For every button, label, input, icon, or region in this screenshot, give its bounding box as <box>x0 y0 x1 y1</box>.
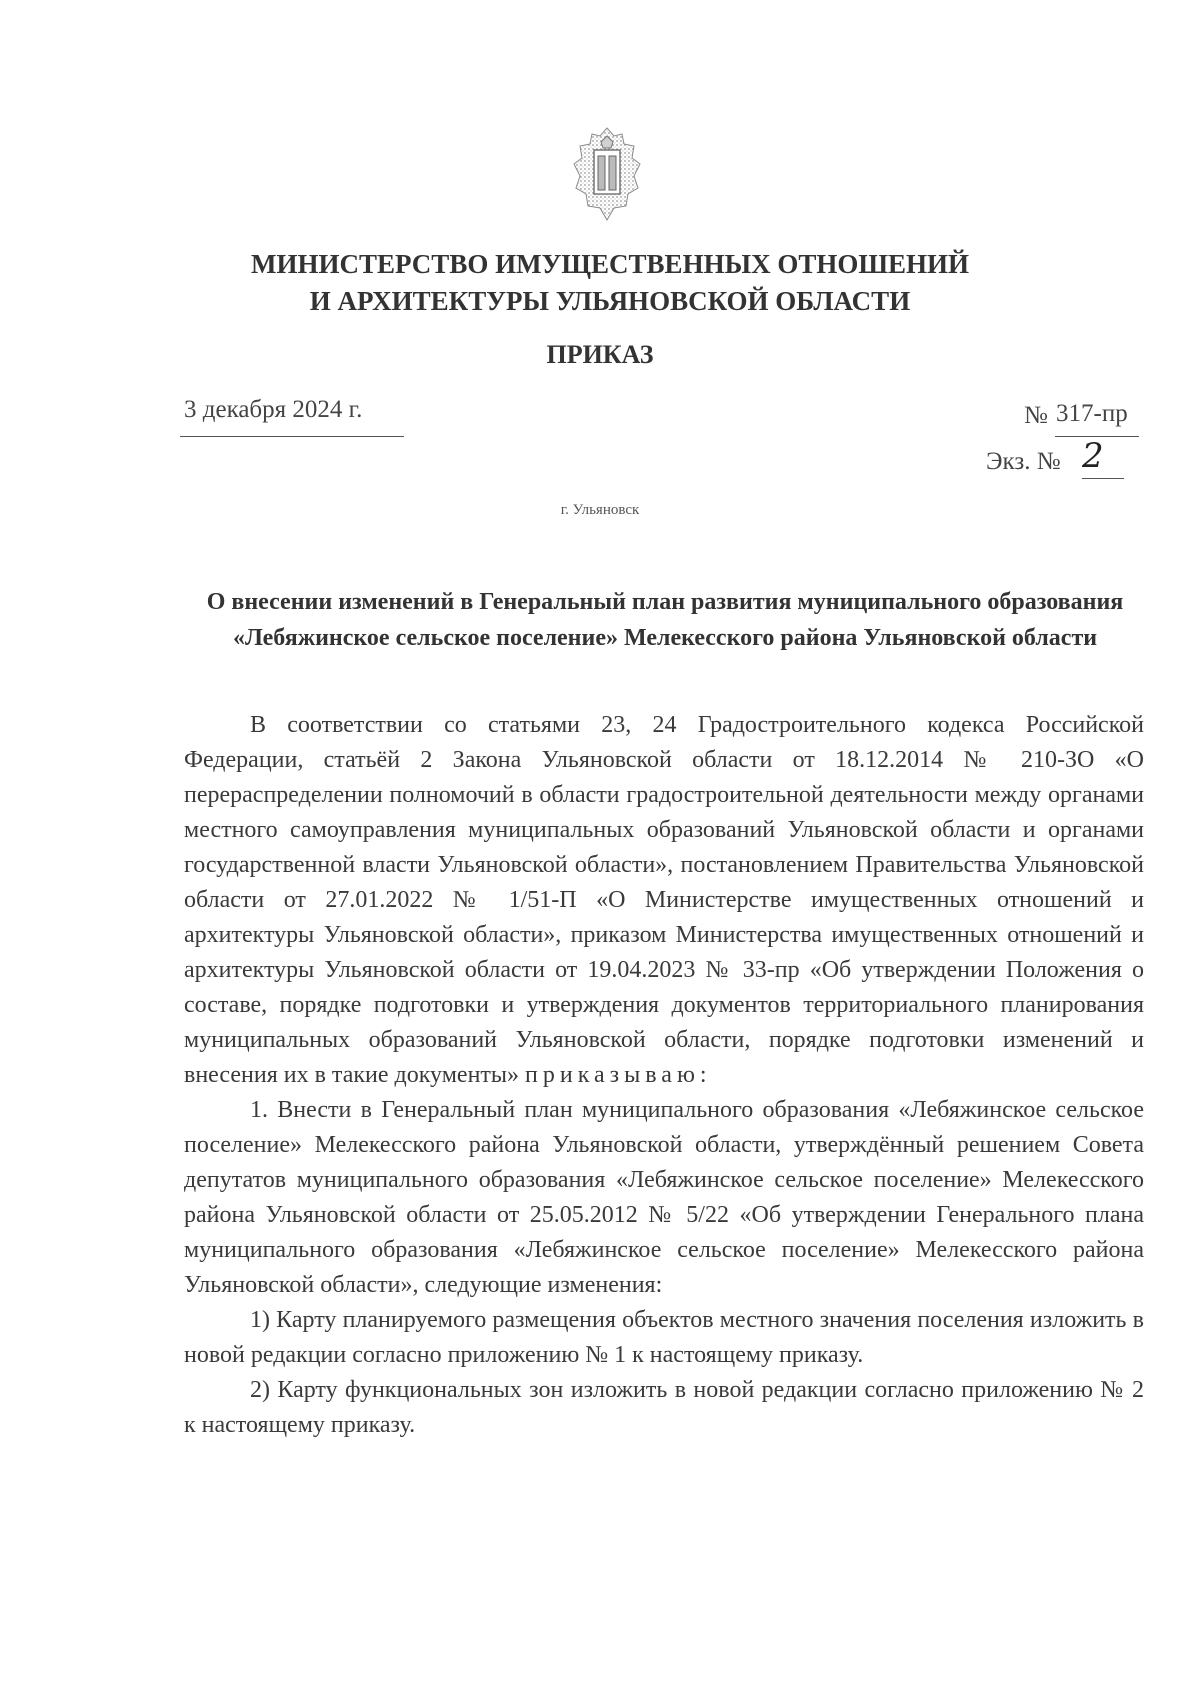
copy-underline <box>1082 478 1124 479</box>
preamble-paragraph <box>184 708 1144 1093</box>
ministry-name-line-1: МИНИСТЕРСТВО ИМУЩЕСТВЕННЫХ ОТНОШЕНИЙ <box>250 249 970 279</box>
copy-label: Экз. № <box>986 448 1061 475</box>
preamble-text: В соответствии со статьями 23, 24 Градостроительного кодекса Российской Федерации, статьёй 2 Закона Ульяновской области от 18.12.2014 № 210-ЗО «О перераспределении полномочий в области градостроительной деятельности между органами местного самоуправления муниципальных образований Ульяновской области и органами государственной власти Ульяновской области», постановлением Правительства Ульяновской области от 27.01.2022 № 1/51-П «О Министерстве имущественных отношений и архитектуры Ульяновской области», приказом Министерства имущественных отношений и архитектуры Ульяновской области от 19.04.2023 № 33-пр «Об утверждении Положения о составе, порядке подготовки и утверждения документов территориального планирования муниципальных образований Ульяновской области, порядке подготовки изменений и внесения их в такие документы» <box>184 712 1144 1088</box>
item-1: 1. Внести в Генеральный план муниципального образования «Лебяжинское сельское поселение» Мелекесского района Ульяновской области, утверждённый решением Совета депутатов муниципального образования «Лебяжинское сельское поселение» Мелекесского района Ульяновской области от 25.05.2012 № 5/22 «Об утверждении Генерального плана муниципального образования «Лебяжинское сельское поселение» Мелекесского района Ульяновской области», следующие изменения: <box>184 1097 1144 1298</box>
date-underline <box>180 436 404 437</box>
number-label: № <box>1024 402 1048 429</box>
copy-number: 2 <box>1082 436 1104 476</box>
document-number: 317-пр <box>1056 400 1128 427</box>
item-1-1: 1) Карту планируемого размещения объектов местного значения поселения изложить в новой редакции согласно приложению № 1 к настоящему приказу. <box>184 1307 1144 1368</box>
item-1-2: 2) Карту функциональных зон изложить в новой редакции согласно приложению № 2 к настоящему приказу. <box>184 1377 1144 1438</box>
order-word: приказываю: <box>525 1062 712 1088</box>
ministry-name <box>160 246 1060 320</box>
document-body <box>184 708 1144 1443</box>
ministry-name-line-2: И АРХИТЕКТУРЫ УЛЬЯНОВСКОЙ ОБЛАСТИ <box>309 286 911 316</box>
document-type: ПРИКАЗ <box>546 340 654 369</box>
city: г. Ульяновск <box>560 502 640 518</box>
document-subject: О внесении изменений в Генеральный план развития муниципального образования «Лебяжинское сельское поселение» Мелекесского района Ульяновской области <box>206 589 1124 651</box>
document-date: 3 декабря 2024 г. <box>184 396 363 423</box>
coat-of-arms-emblem <box>568 124 646 224</box>
